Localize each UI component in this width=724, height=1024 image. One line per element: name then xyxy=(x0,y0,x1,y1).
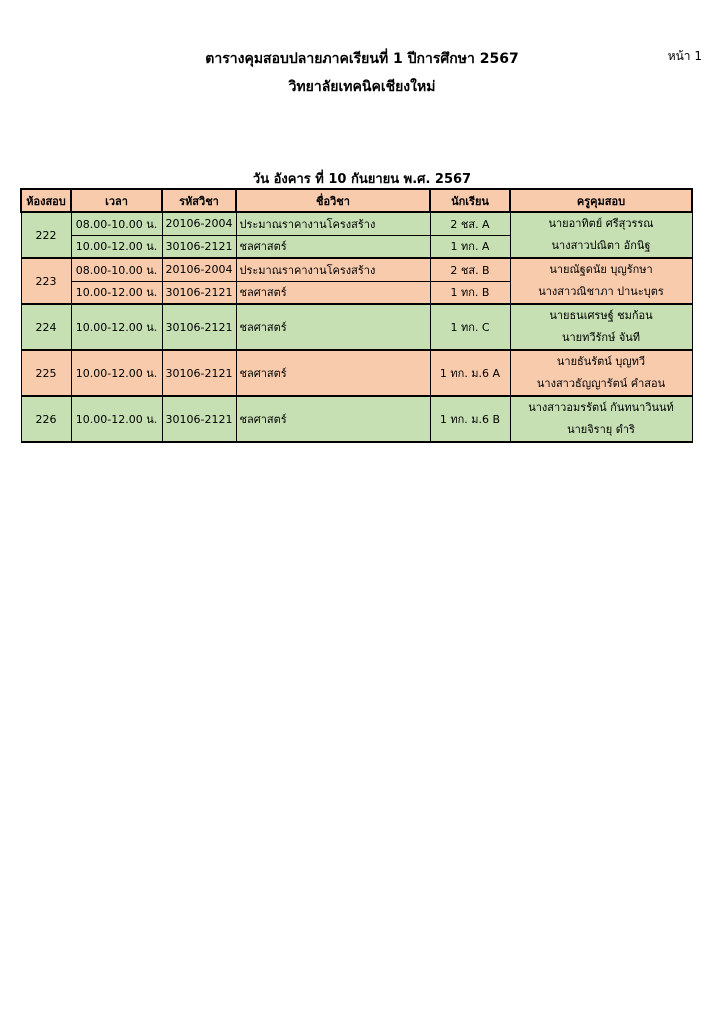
subject-code: 30106-2121 xyxy=(162,304,236,350)
proctor-name: นายอาทิตย์ ศรีสุวรรณ xyxy=(548,217,654,230)
exam-time: 10.00-12.00 น. xyxy=(71,235,162,258)
college-name: วิทยาลัยเทคนิคเชียงใหม่ xyxy=(288,79,436,95)
header-room: ห้องสอบ xyxy=(21,189,71,212)
room-number: 222 xyxy=(21,212,71,258)
exam-schedule-table xyxy=(20,188,693,443)
proctor-cell xyxy=(510,304,692,350)
subject-code: 20106-2004 xyxy=(162,258,236,281)
student-group: 2 ชส. B xyxy=(430,258,510,281)
student-group: 1 ทก. ม.6 A xyxy=(430,350,510,396)
subject-code: 30106-2121 xyxy=(162,281,236,304)
proctor-name: นางสาวอมรรัตน์ กันทนาวินนท์ xyxy=(528,401,674,414)
exam-time: 10.00-12.00 น. xyxy=(71,350,162,396)
exam-time: 10.00-12.00 น. xyxy=(71,281,162,304)
page-title: ตารางคุมสอบปลายภาคเรียนที่ 1 ปีการศึกษา 2567 xyxy=(205,51,519,67)
proctor-name: นายธันรัตน์ บุญทวี xyxy=(556,355,646,368)
subject-name: ประมาณราคางานโครงสร้าง xyxy=(236,258,430,281)
proctor-name: นางสาวปณิตา อักนิฐ xyxy=(551,239,651,252)
header-code: รหัสวิชา xyxy=(162,189,236,212)
proctor-cell xyxy=(510,350,692,396)
exam-time: 08.00-10.00 น. xyxy=(71,258,162,281)
subject-name: ชลศาสตร์ xyxy=(236,396,430,442)
room-number: 223 xyxy=(21,258,71,304)
subject-name: ชลศาสตร์ xyxy=(236,235,430,258)
header-subject: ชื่อวิชา xyxy=(236,189,430,212)
room-number: 226 xyxy=(21,396,71,442)
proctor-name: นางสาวธัญญารัตน์ คำสอน xyxy=(536,377,666,390)
student-group: 1 ทก. C xyxy=(430,304,510,350)
header-proctors: ครูคุมสอบ xyxy=(510,189,692,212)
student-group: 1 ทก. ม.6 B xyxy=(430,396,510,442)
exam-time: 10.00-12.00 น. xyxy=(71,304,162,350)
proctor-name: นายจิรายุ ดำริ xyxy=(567,423,635,436)
proctor-name: นายณัฐดนัย บุญรักษา xyxy=(549,263,653,276)
student-group: 2 ชส. A xyxy=(430,212,510,235)
exam-time: 08.00-10.00 น. xyxy=(71,212,162,235)
room-number: 224 xyxy=(21,304,71,350)
subject-name: ชลศาสตร์ xyxy=(236,304,430,350)
exam-time: 10.00-12.00 น. xyxy=(71,396,162,442)
subject-code: 30106-2121 xyxy=(162,396,236,442)
table-row xyxy=(21,396,692,442)
exam-day-heading: วัน อังคาร ที่ 10 กันยายน พ.ศ. 2567 xyxy=(252,172,472,187)
student-group: 1 ทก. B xyxy=(430,281,510,304)
table-row xyxy=(21,304,692,350)
subject-code: 20106-2004 xyxy=(162,212,236,235)
subject-name: ประมาณราคางานโครงสร้าง xyxy=(236,212,430,235)
proctor-name: นางสาวณิชาภา ปานะบุตร xyxy=(538,285,664,298)
subject-name: ชลศาสตร์ xyxy=(236,281,430,304)
table-row xyxy=(21,350,692,396)
table-row xyxy=(21,212,692,235)
proctor-cell xyxy=(510,258,692,304)
room-number: 225 xyxy=(21,350,71,396)
table-header-row xyxy=(21,189,692,212)
header-students: นักเรียน xyxy=(430,189,510,212)
header-time: เวลา xyxy=(71,189,162,212)
proctor-name: นายทวีรักษ์ จันที xyxy=(561,331,641,344)
subject-name: ชลศาสตร์ xyxy=(236,350,430,396)
table-row xyxy=(21,258,692,281)
proctor-cell xyxy=(510,212,692,258)
subject-code: 30106-2121 xyxy=(162,350,236,396)
subject-code: 30106-2121 xyxy=(162,235,236,258)
proctor-cell xyxy=(510,396,692,442)
page-number-label: หน้า 1 xyxy=(667,49,702,63)
student-group: 1 ทก. A xyxy=(430,235,510,258)
proctor-name: นายธนเศรษฐ์ ชมก้อน xyxy=(549,309,653,322)
